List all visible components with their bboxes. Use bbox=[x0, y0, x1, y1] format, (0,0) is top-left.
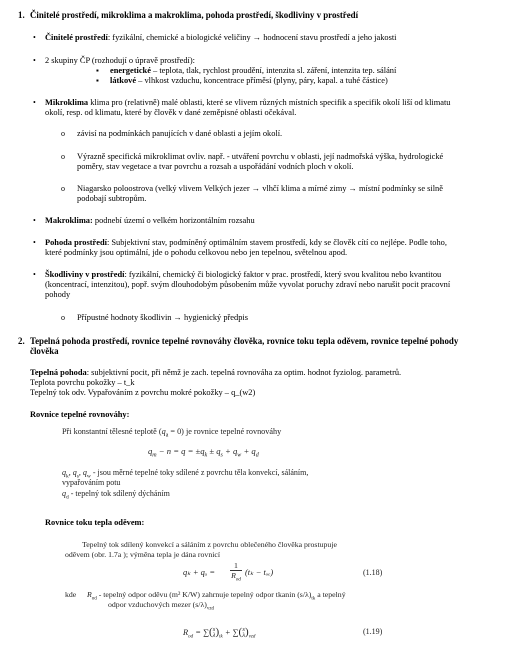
kde-label: kde bbox=[65, 590, 77, 599]
list-item: Makroklima: podnebí území o velkém horizontálním rozsahu bbox=[45, 216, 255, 225]
paragraph: Tepelná pohoda: subjektivní pocit, při němž je zach. tepelná rovnováha za optim. hodnot fyziolog. parametrů. bbox=[30, 368, 402, 377]
list-item-continuation: (koncentrací, intenzitou), popř. svým dlouhodobým působením může vyvolat poruchy zdraví nebo narušit pocit pracovní bbox=[45, 280, 451, 289]
bullet-icon bbox=[33, 98, 36, 108]
fraction-denominator: $R_{od}$ bbox=[231, 571, 241, 583]
list-item: Přípustné hodnoty škodlivin → hygienický předpis bbox=[77, 313, 248, 322]
paragraph-line: Teplota povrchu pokožky – t_k bbox=[30, 378, 135, 387]
section-title: Činitelé prostředí, mikroklima a makroklima, pohoda prostředí, škodliviny v prostředí bbox=[30, 10, 359, 20]
circle-bullet-icon bbox=[61, 184, 65, 194]
list-item-continuation: okolí, resp. od klimatu, které by člověk v dané zeměpisné oblasti očekával. bbox=[45, 108, 297, 117]
circle-bullet-icon bbox=[61, 129, 65, 139]
list-item: Výrazně specifická mikroklimat ovliv. např. - utváření povrchu v oblasti, její nadmořská výška, hydrologické bbox=[77, 152, 444, 161]
equation-legend: $q_k$, $q_s$, $q_w$ - jsou měrné tepelné toky sdílené z povrchu těla konvekcí, sáláním, bbox=[62, 468, 309, 480]
bullet-icon bbox=[33, 56, 36, 66]
list-item: Škodliviny v prostředí: fyzikální, chemický či biologický faktor v prac. prostředí, který svou kvalitou nebo kvantitou bbox=[45, 270, 442, 279]
definition-continuation: odpor vzduchových mezer $(s/\lambda)_{vzd}$ bbox=[108, 600, 215, 612]
subheading: Rovnice tepelné rovnováhy: bbox=[30, 410, 130, 419]
circle-bullet-icon bbox=[61, 152, 65, 162]
bullet-icon bbox=[33, 238, 36, 248]
paragraph-line: oděvem (obr. 1.7a ); výměna tepla je dána rovnicí bbox=[65, 550, 221, 559]
equation-rhs: (tₖ − tₒₑ) bbox=[245, 568, 274, 577]
list-item: Činitelé prostředí: fyzikální, chemické a biologické veličiny → hodnocení stavu prostředí a jeho jakosti bbox=[45, 33, 397, 42]
equation-legend: $q_d$ - tepelný tok sdílený dýcháním bbox=[62, 489, 170, 501]
list-item-continuation: pohody bbox=[45, 290, 71, 299]
list-item: látkové – vlhkost vzduchu, koncentrace příměsí (plyny, páry, kapal. a tuhé částice) bbox=[110, 76, 388, 85]
list-item: energetické – teplota, tlak, rychlost proudění, intenzita sl. záření, intenzita tep. sálání bbox=[110, 66, 397, 75]
fraction bbox=[229, 561, 243, 585]
equation-heat-balance: $q_m - n = q = \pm q_k \pm q_s + q_w + q_d$ bbox=[148, 446, 259, 459]
circle-bullet-icon bbox=[61, 313, 65, 323]
paragraph-line: Tepelný tok odv. Vypařováním z povrchu mokré pokožky – q_(w2) bbox=[30, 388, 256, 397]
equation-number: (1.18) bbox=[363, 568, 383, 577]
list-item-continuation: poměry, stav vegetace a tvar povrchu a rozsah a uspořádání vodních ploch v okolí. bbox=[77, 162, 354, 171]
square-bullet-icon bbox=[96, 66, 99, 76]
equation-number: (1.19) bbox=[363, 627, 383, 636]
list-item: Mikroklima klima pro (relativně) malé oblasti, které se vlivem různých místních specifik a specifik okolí liší od klimatu bbox=[45, 98, 451, 107]
bullet-icon bbox=[33, 216, 36, 226]
subheading: Rovnice toku tepla oděvem: bbox=[45, 518, 145, 527]
bullet-icon bbox=[33, 270, 36, 280]
list-item: Niagarsko poloostrova (velký vlivem Velkých jezer → vlhčí klima a mírné zimy → místní podmínky se silně bbox=[77, 184, 443, 193]
list-item-continuation: podobají subtropům. bbox=[77, 194, 147, 203]
definition: $R_{od}$ - tepelný odpor oděvu (m² K/W) zahrnuje tepelný odpor tkanin $(s/\lambda)_{tk}$ a tepelný bbox=[87, 590, 346, 602]
section-number: 2. bbox=[18, 336, 25, 346]
section-number: 1. bbox=[18, 10, 25, 20]
fraction-numerator: 1 bbox=[234, 561, 238, 570]
equation-legend-continuation: vypařováním potu bbox=[62, 478, 121, 487]
list-item: 2 skupiny ČP (rozhodují o úpravě prostředí): bbox=[45, 56, 195, 65]
list-item-continuation: které podmínky jsou optimální, jde o pohodu celkovou nebo jen tepelnou, světelnou apod. bbox=[45, 248, 348, 257]
equation-intro: Při konstantní tělesné teplotě $(q_a = 0)$ je rovnice tepelné rovnováhy bbox=[62, 427, 282, 439]
equation-clothing-resistance: $R_{od} = \sum(s$ $\lambda)_{tk} + \sum(s$ $\lambda)_{vzd}$ bbox=[183, 626, 256, 640]
bullet-icon bbox=[33, 33, 36, 43]
section-title: Tepelná pohoda prostředí, rovnice tepelné rovnováhy člověka, rovnice toku tepla oděvem, rovnice tepelné pohody bbox=[30, 336, 459, 346]
list-item: Pohoda prostředí: Subjektivní stav, podmíněný optimálním stavem prostředí, kdy se člověk cítí co nejlépe. Podle toho, bbox=[45, 238, 447, 247]
equation-clothing-flux: qₖ + qᵤ = bbox=[183, 568, 215, 577]
list-item: závisí na podmínkách panujících v dané oblasti a jejím okolí. bbox=[77, 129, 283, 138]
paragraph: Tepelný tok sdílený konvekcí a sáláním z povrchu oblečeného člověka prostupuje bbox=[82, 540, 337, 549]
section-title-continuation: člověka bbox=[30, 346, 59, 356]
square-bullet-icon bbox=[96, 76, 99, 86]
